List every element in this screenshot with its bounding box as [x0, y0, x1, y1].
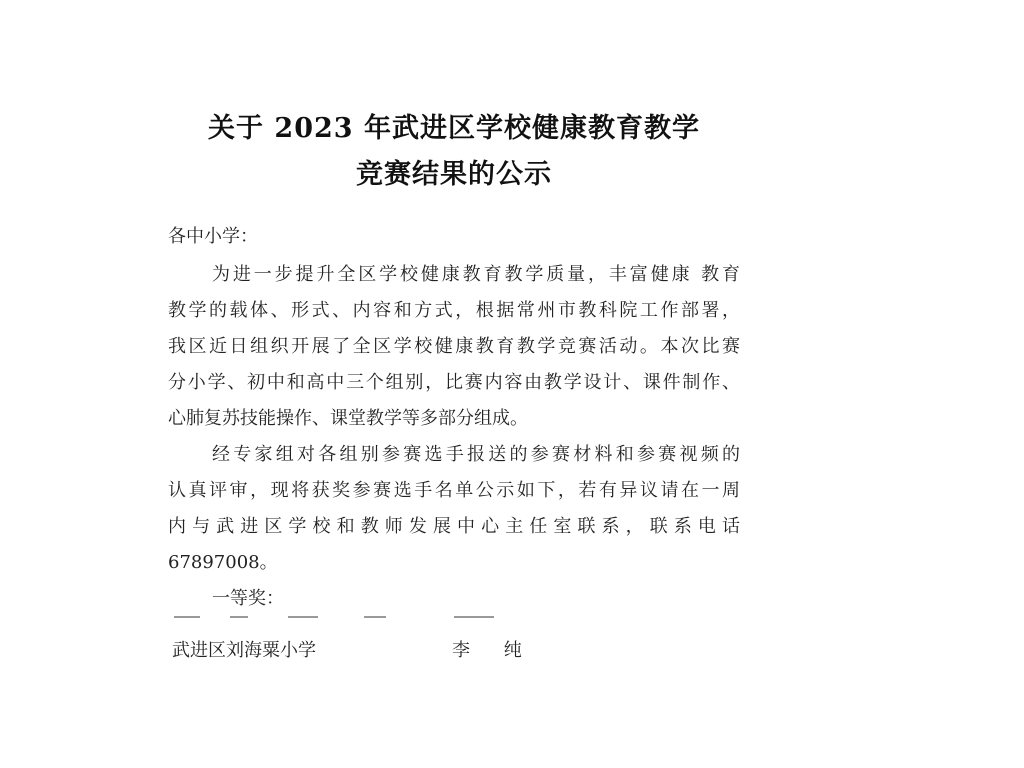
salutation: 各中小学： [168, 226, 258, 247]
paragraph-1-line-1: 为进一步提升全区学校健康教育教学质量，丰富健康 教育 [212, 264, 740, 285]
paragraph-2-line-4: 67897008。 [168, 552, 278, 573]
paragraph-2-line-2: 认真评审，现将获奖参赛选手名单公示如下，若有异议请在一周 [168, 480, 740, 501]
award-school: 武进区刘海粟小学 [172, 640, 316, 661]
truncated-text-row [168, 612, 728, 624]
paragraph-1-line-4: 分小学、初中和高中三个组别，比赛内容由教学设计、课件制作、 [168, 372, 740, 393]
paragraph-2-line-3: 内与武进区学校和教师发展中心主任室联系，联系电话 [168, 516, 740, 537]
document-title-line-2: 竞赛结果的公示 [356, 159, 552, 190]
paragraph-1-line-3: 我区近日组织开展了全区学校健康教育教学竞赛活动。本次比赛 [168, 336, 740, 357]
paragraph-1-line-2: 教学的载体、形式、内容和方式，根据常州市教科院工作部署， [168, 300, 740, 321]
award-winner-name: 李 纯 [452, 640, 536, 661]
paragraph-2-line-1: 经专家组对各组别参赛选手报送的参赛材料和参赛视频的 [212, 444, 740, 465]
document-title-line-1: 关于 2023 年武进区学校健康教育教学 [208, 113, 700, 144]
award-heading: 一等奖： [212, 588, 284, 609]
paragraph-1-line-5: 心肺复苏技能操作、课堂教学等多部分组成。 [168, 408, 528, 429]
